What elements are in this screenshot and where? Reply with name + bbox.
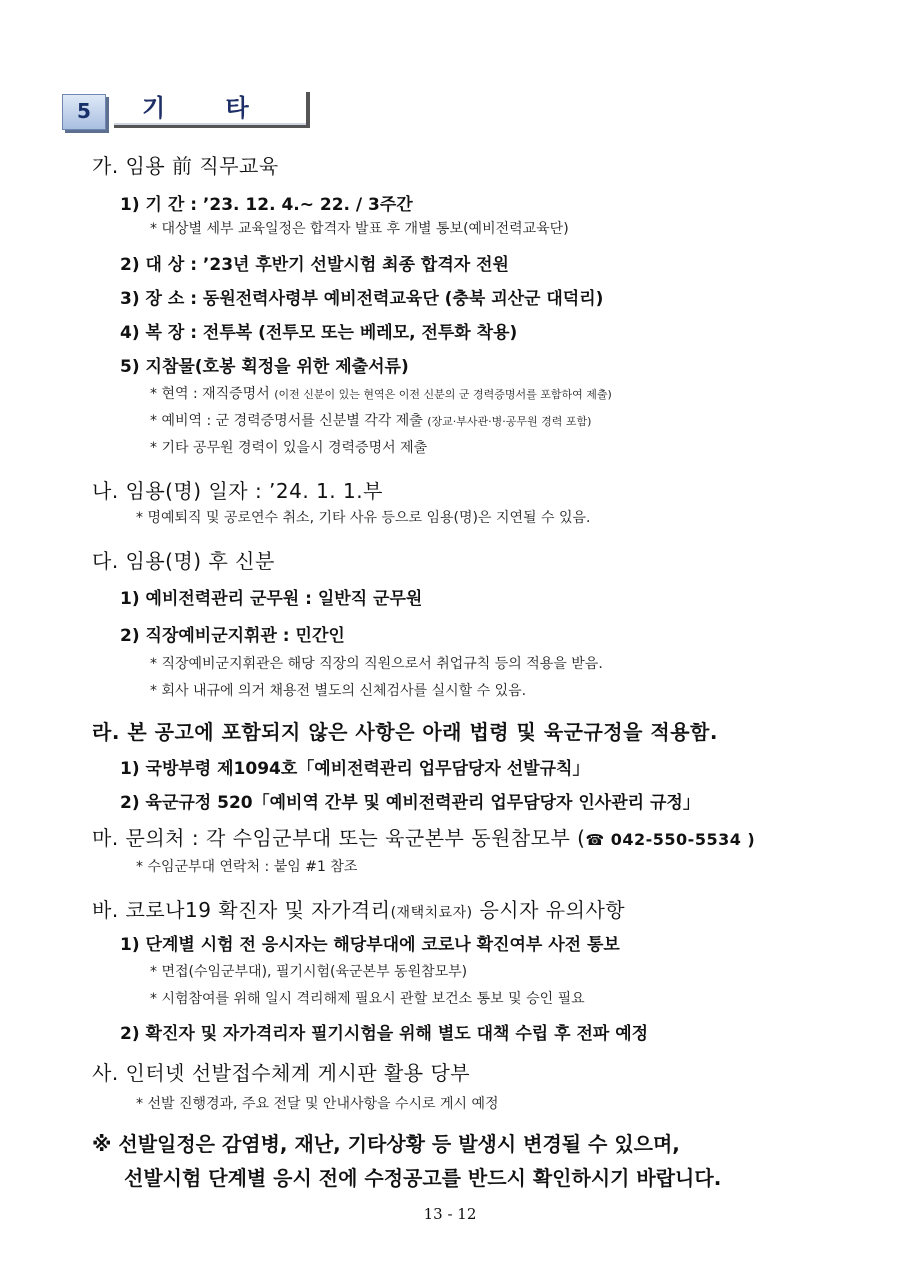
ga-item-5: 5) 지참물(호봉 획정을 위한 제출서류)	[120, 357, 409, 377]
phone-icon: ☎	[585, 831, 605, 849]
ga-item-2: 2) 대 상 : ’23년 후반기 선발시험 최종 합격자 전원	[120, 255, 509, 275]
section-number-badge: 5	[62, 94, 106, 130]
page-number: 13 - 12	[423, 1205, 477, 1223]
ra-item-2: 2) 육군규정 520「예비역 간부 및 예비전력관리 업무담당자 인사관리 규정」	[120, 793, 700, 813]
heading-ma: 마. 문의처 : 각 수임군부대 또는 육군본부 동원참모부 (☎ 042-550-5534 )	[92, 826, 756, 850]
heading-ra: 라. 본 공고에 포함되지 않은 사항은 아래 법령 및 육군규정을 적용함.	[92, 720, 718, 744]
da-item-1: 1) 예비전력관리 군무원 : 일반직 군무원	[120, 589, 423, 609]
section-title: 기 타	[142, 94, 275, 122]
ba-item-2: 2) 확진자 및 자가격리자 필기시험을 위해 별도 대책 수립 후 전파 예정	[120, 1024, 649, 1044]
heading-ba: 바. 코로나19 확진자 및 자가격리(재택치료자) 응시자 유의사항	[92, 898, 626, 922]
section-header	[62, 92, 275, 132]
ga-item-4: 4) 복 장 : 전투복 (전투모 또는 베레모, 전투화 착용)	[120, 323, 518, 343]
ba-note-1: * 면접(수임군부대), 필기시험(육군본부 동원참모부)	[150, 964, 468, 980]
ba-item-1: 1) 단계별 시험 전 응시자는 해당부대에 코로나 확진여부 사전 통보	[120, 935, 620, 955]
closing-line-1: ※ 선발일정은 감염병, 재난, 기타상황 등 발생시 변경될 수 있으며,	[92, 1132, 680, 1156]
closing-line-2: 선발시험 단계별 응시 전에 수정공고를 반드시 확인하시기 바랍니다.	[124, 1166, 722, 1190]
da-note-2: * 회사 내규에 의거 채용전 별도의 신체검사를 실시할 수 있음.	[150, 683, 527, 699]
ra-item-1: 1) 국방부령 제1094호「예비전력관리 업무담당자 선발규칙」	[120, 759, 590, 779]
heading-na: 나. 임용(명) 일자 : ’24. 1. 1.부	[92, 479, 383, 503]
ga-item-1: 1) 기 간 : ’23. 12. 4.~ 22. / 3주간	[120, 195, 413, 215]
ma-note: * 수임군부대 연락처 : 붙임 #1 참조	[136, 859, 358, 875]
ga-note-5-2: * 예비역 : 군 경력증명서를 신분별 각각 제출 (장교·부사관·병·공무원 경력 포함)	[150, 413, 592, 429]
ga-note-5-1: * 현역 : 재직증명서 (이전 신분이 있는 현역은 이전 신분의 군 경력증명서를 포함하여 제출)	[150, 386, 612, 402]
ga-item-3: 3) 장 소 : 동원전력사령부 예비전력교육단 (충북 괴산군 대덕리)	[120, 289, 604, 309]
ba-note-2: * 시험참여를 위해 일시 격리해제 필요시 관할 보건소 통보 및 승인 필요	[150, 991, 585, 1007]
heading-ga: 가. 임용 前 직무교육	[92, 154, 279, 178]
da-note-1: * 직장예비군지휘관은 해당 직장의 직원으로서 취업규칙 등의 적용을 받음.	[150, 656, 603, 672]
heading-sa: 사. 인터넷 선발접수체계 게시판 활용 당부	[92, 1061, 471, 1085]
ga-note-1: * 대상별 세부 교육일정은 합격자 발표 후 개별 통보(예비전력교육단)	[150, 221, 569, 237]
sa-note: * 선발 진행경과, 주요 전달 및 안내사항을 수시로 게시 예정	[136, 1096, 499, 1112]
da-item-2: 2) 직장예비군지휘관 : 민간인	[120, 626, 345, 646]
na-note: * 명예퇴직 및 공로연수 취소, 기타 사유 등으로 임용(명)은 지연될 수 있음.	[136, 510, 591, 526]
ga-note-5-3: * 기타 공무원 경력이 있을시 경력증명서 제출	[150, 440, 428, 456]
section-title-box	[114, 92, 310, 128]
heading-da: 다. 임용(명) 후 신분	[92, 549, 275, 573]
